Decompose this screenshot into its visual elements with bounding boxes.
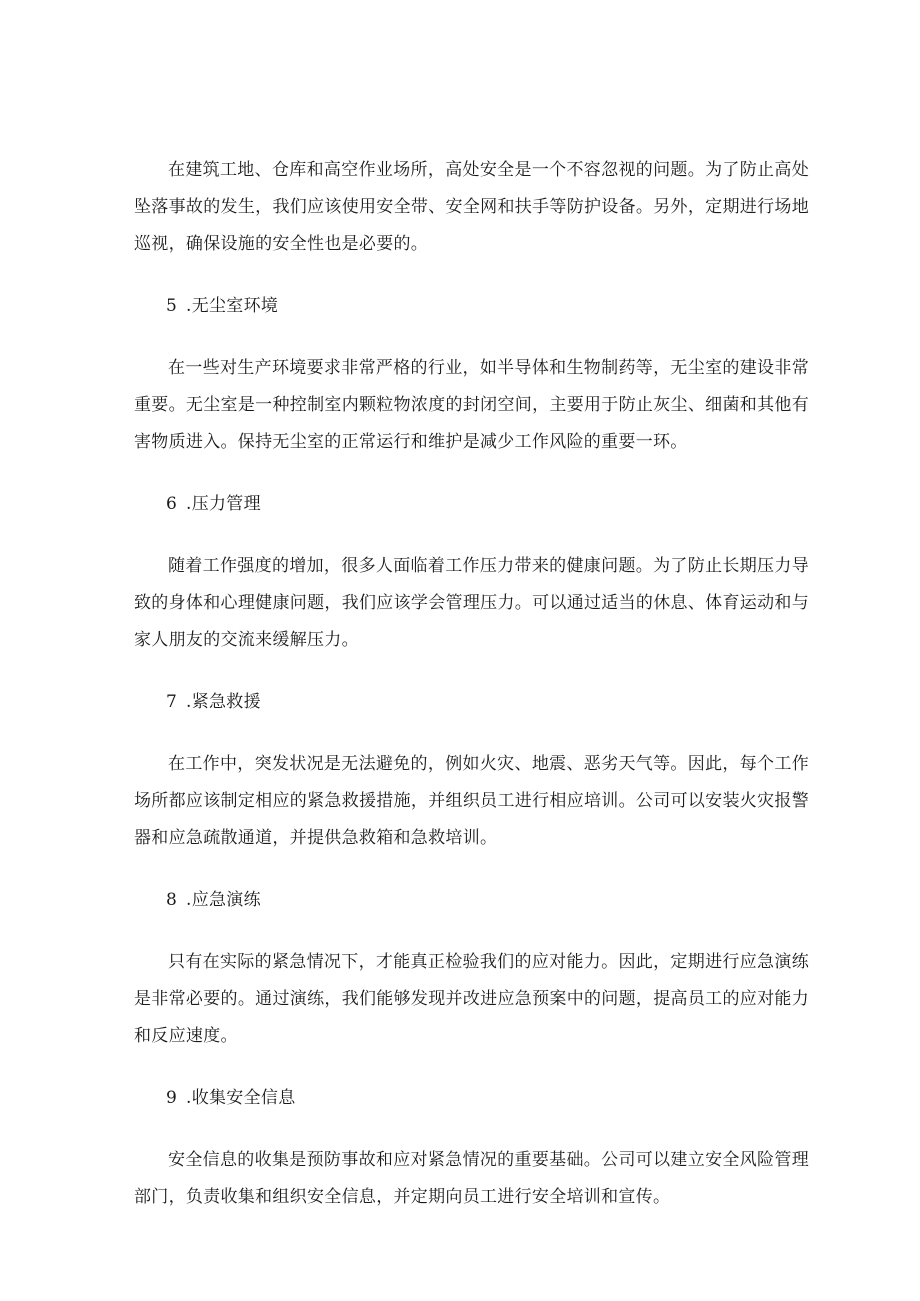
section-paragraph-5: 在一些对生产环境要求非常严格的行业，如半导体和生物制药等，无尘室的建设非常重要。无尘室是一种控制室内颗粒物浓度的封闭空间，主要用于防止灰尘、细菌和其他有害物质进入。保持无尘室的正常运行和维护是减少工作风险的重要一环。 <box>134 358 809 452</box>
section-title: .应急演练 <box>186 890 261 910</box>
section-paragraph-8: 只有在实际的紧急情况下，才能真正检验我们的应对能力。因此，定期进行应急演练是非常必要的。通过演练，我们能够发现并改进应急预案中的问题，提高员工的应对能力和反应速度。 <box>134 952 809 1046</box>
intro-paragraph: 在建筑工地、仓库和高空作业场所，高处安全是一个不容忽视的问题。为了防止高处坠落事故的发生，我们应该使用安全带、安全网和扶手等防护设备。另外，定期进行场地巡视，确保设施的安全性也是必要的。 <box>134 160 809 254</box>
section-number: 5 <box>166 296 178 316</box>
section-paragraph-7: 在工作中，突发状况是无法避免的，例如火灾、地震、恶劣天气等。因此，每个工作场所都应该制定相应的紧急救援措施，并组织员工进行相应培训。公司可以安装火灾报警器和应急疏散通道，并提供急救箱和急救培训。 <box>134 754 809 848</box>
section-title: .紧急救援 <box>186 692 261 712</box>
section-heading-8 <box>134 882 809 919</box>
section-number: 8 <box>166 890 178 910</box>
section-paragraph-6: 随着工作强度的增加，很多人面临着工作压力带来的健康问题。为了防止长期压力导致的身体和心理健康问题，我们应该学会管理压力。可以通过适当的休息、体育运动和与家人朋友的交流来缓解压力。 <box>134 556 809 650</box>
section-heading-5 <box>134 288 809 325</box>
section-title: .压力管理 <box>186 494 261 514</box>
section-number: 9 <box>166 1088 178 1108</box>
section-number: 6 <box>166 494 178 514</box>
section-title: .无尘室环境 <box>186 296 279 316</box>
section-heading-9 <box>134 1080 809 1117</box>
section-heading-7 <box>134 684 809 721</box>
document-page <box>134 152 809 1241</box>
section-heading-6 <box>134 486 809 523</box>
section-number: 7 <box>166 692 178 712</box>
section-title: .收集安全信息 <box>186 1088 296 1108</box>
section-paragraph-9: 安全信息的收集是预防事故和应对紧急情况的重要基础。公司可以建立安全风险管理部门，负责收集和组织安全信息，并定期向员工进行安全培训和宣传。 <box>134 1150 809 1207</box>
